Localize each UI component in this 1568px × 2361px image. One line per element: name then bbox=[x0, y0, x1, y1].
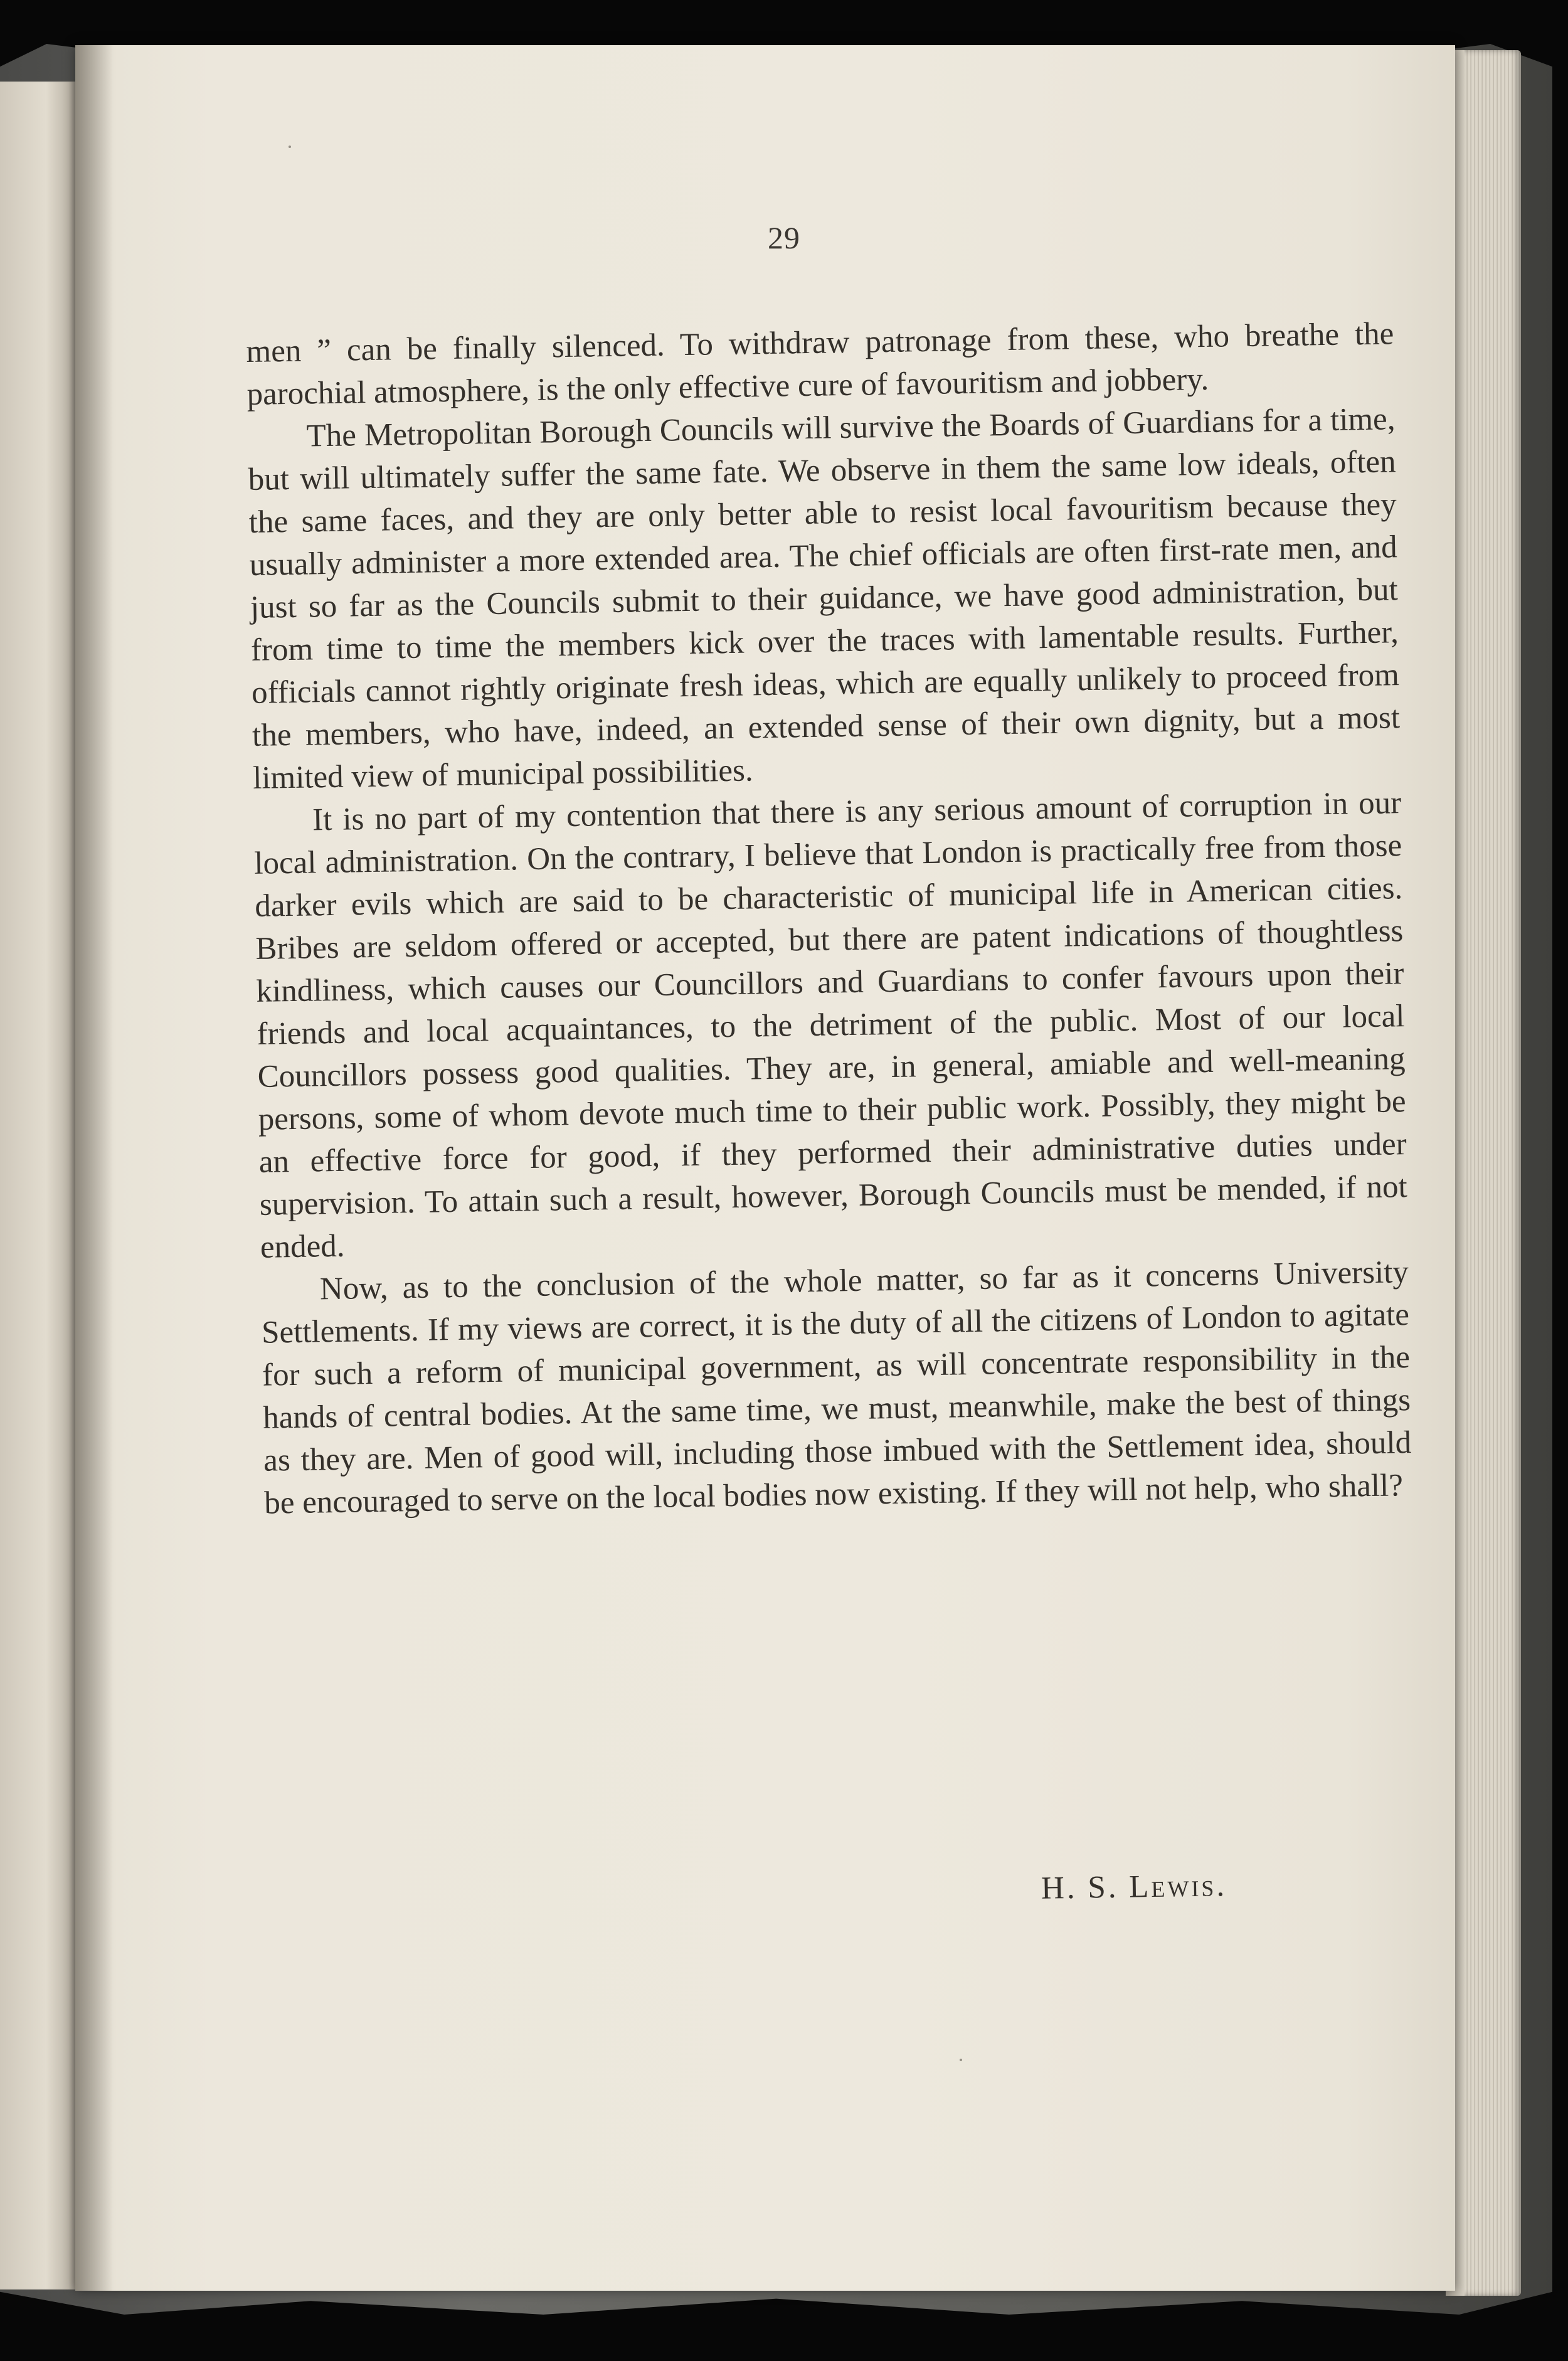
author-signature: H. S. Lewis. bbox=[1041, 1868, 1227, 1906]
facing-page-edge bbox=[0, 82, 77, 2289]
page-stack-edge bbox=[1446, 50, 1521, 2296]
book-page bbox=[75, 45, 1455, 2291]
paragraph-2: The Metropolitan Borough Councils will survive the Boards of Guardians for a time, but will ultimately suffer the same fate. We observe in them the same low ideals, often the same faces, and they are only better able to resist local favouritism because they usually administer a more extended area. The chief officials are often first-rate men, and just so far as the Councils submit to their guidance, we have good administration, but from time to time the members kick over the traces with lamentable results. Further, officials cannot rightly originate fresh ideas, which are equally unlikely to proceed from the members, who have, indeed, an extended sense of their own dignity, but a most limited view of municipal possibilities. bbox=[248, 401, 1401, 796]
page-body bbox=[246, 312, 1412, 1525]
gutter-shadow bbox=[75, 45, 113, 2291]
paragraph-4: Now, as to the conclusion of the whole matter, so far as it concerns University Settlements. If my views are correct, it is the duty of all the citizens of London to agitate for such a reform of municipal government, as will concentrate responsibility in the hands of central bodies. At the same time, we must, meanwhile, make the best of things as they are. Men of good will, including those imbued with the Settlement idea, should be encouraged to serve on the local bodies now existing. If they will not help, who shall? bbox=[261, 1255, 1412, 1521]
paragraph-3: It is no part of my contention that there is any serious amount of corruption in our local administration. On the contrary, I believe that London is practically free from those darker evils which are said to be characteristic of municipal life in American cities. Bribes are seldom offered or accepted, but there are patent indications of thoughtless kindliness, which causes our Councillors and Guardians to confer favours upon their friends and local acquaintances, to the detriment of the public. Most of our local Councillors possess good qualities. They are, in general, amiable and well-meaning persons, some of whom devote much time to their public work. Possibly, they might be an effective force for good, if they performed their administrative duties under supervision. To attain such a result, however, Borough Councils must be mended, if not ended. bbox=[253, 785, 1408, 1265]
page-number: 29 bbox=[768, 220, 800, 255]
paper-speck bbox=[960, 2059, 962, 2061]
paper-speck bbox=[289, 146, 291, 148]
paragraph-1: men ” can be finally silenced. To withdraw patronage from these, who breathe the parochial atmosphere, is the only effective cure of favouritism and jobbery. bbox=[246, 316, 1394, 412]
